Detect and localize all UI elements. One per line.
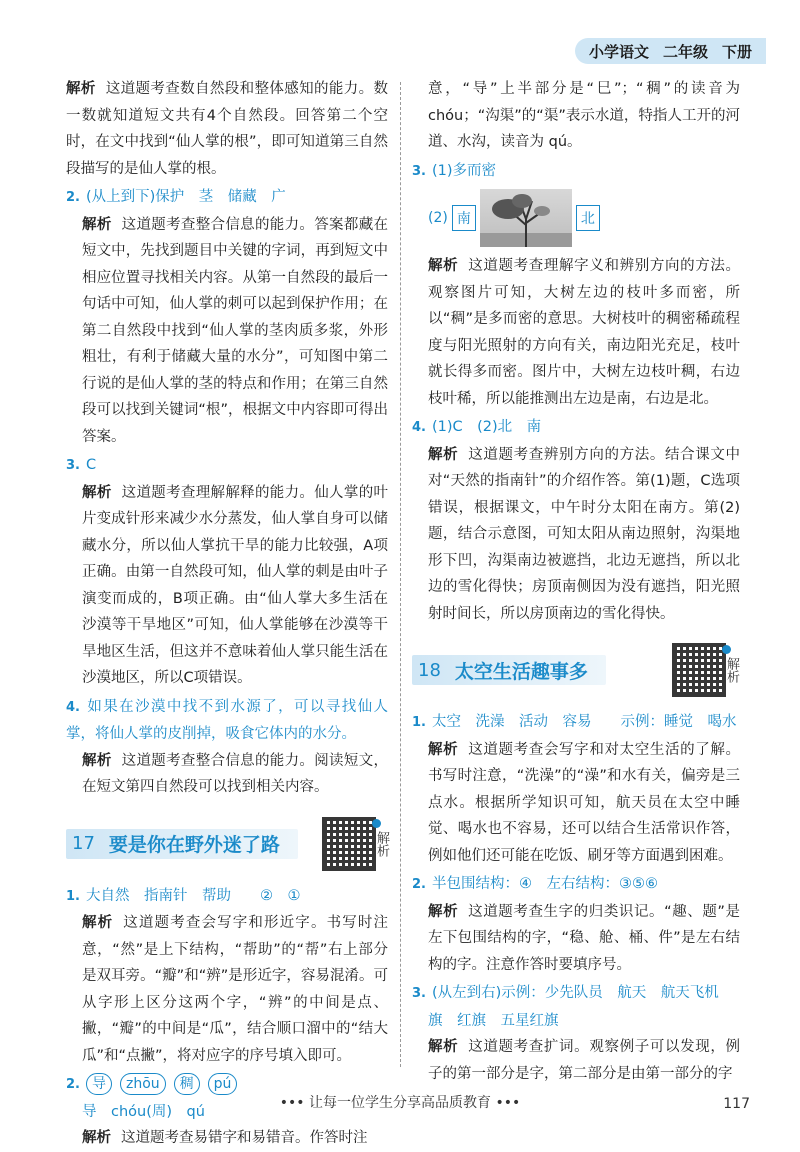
answer-text: (从左到右)示例：少先队员 航天 航天飞机	[431, 985, 719, 1001]
analysis-text: 意，“导”上半部分是“巳”；“稠”的读音为 chóu；“沟渠”的“渠”表示水道，特指人工开的河道、水沟，读音为 qú。	[428, 81, 740, 150]
circled-char: pú	[208, 1073, 238, 1095]
lesson-title-bar	[66, 829, 298, 859]
analysis-label: 解析	[428, 903, 459, 920]
header-tag	[575, 38, 766, 64]
question-number: 4.	[66, 699, 80, 715]
circled-char: 稠	[174, 1073, 200, 1095]
analysis-label: 解析	[428, 446, 459, 463]
left-column	[66, 70, 388, 1152]
direction-south-box: 南	[452, 205, 476, 231]
play-icon	[372, 819, 381, 828]
header-subject: 小学语文	[588, 42, 649, 61]
answer-text: (1)多而密	[431, 162, 497, 179]
analysis-text: 这道题考查易错字和易错音。作答时注	[121, 1130, 368, 1146]
analysis-label: 解析	[82, 216, 112, 233]
analysis-text: 这道题考查理解解释的能力。仙人掌的叶片变成针形来减少水分蒸发，仙人掌自身可以储藏水分，所以仙人掌抗干旱的能力比较强，A项正确。由第一自然段可知，仙人掌的刺是由叶子演变而成的，B项正确。由“仙人掌大多生活在沙漠等干旱地区”可知，仙人掌能够在沙漠等干旱地区生活，但这并不意味着仙人掌只能生活在沙漠地区，所以C项错误。	[82, 484, 389, 686]
qr-code-icon[interactable]	[322, 817, 376, 871]
analysis-label: 解析	[82, 484, 112, 501]
answer-text: 半包围结构：④ 左右结构：③⑤⑥	[431, 876, 658, 892]
question-number: 2.	[66, 1077, 80, 1092]
footer-slogan: ••• 让每一位学生分享高品质教育 •••	[279, 1095, 521, 1111]
answer-text: (从上到下)保护 茎 储藏 广	[85, 189, 286, 205]
lesson-title: 要是你在野外迷了路	[108, 834, 280, 856]
analysis-text: 这道题考查数自然段和整体感知的能力。数一数就知道短文共有4个自然段。回答第二个空时，在文中找到“仙人掌的根”，即可知道第三自然段描写的是仙人掌的根。	[66, 81, 388, 177]
l18q3-analysis	[412, 1034, 740, 1087]
analysis-label: 解析	[82, 752, 112, 769]
lesson-17-header	[66, 813, 388, 875]
analysis-label: 解析	[66, 81, 96, 97]
answer-text: 旗 红旗 五星红旗	[428, 1012, 559, 1029]
analysis-text: 这道题考查会写字和形近字。书写时注意，“然”是上下结构，“帮助”的“帮”右上部分是双耳旁。“瓣”和“辨”是形近字，容易混淆。可从字形上区分这两个字，“辨”的中间是点、撇，“瓣”的中间是“瓜”，结合顺口溜中的“结大瓜”和“点撇”，将对应字的序号填入即可。	[82, 915, 389, 1064]
analysis-label: 解析	[428, 258, 459, 274]
analysis-text: 这道题考查整合信息的能力。阅读短文，在短文第四自然段可以找到相关内容。	[82, 752, 389, 795]
analysis-label: 解析	[428, 741, 459, 758]
answer-text: 太空 洗澡 活动 容易 示例：睡觉 喝水	[431, 714, 737, 730]
q3-analysis	[66, 480, 388, 692]
r-q3-analysis	[412, 253, 740, 412]
circled-char: 导	[86, 1073, 112, 1095]
qr-label: 解析	[724, 657, 739, 683]
r-q4-analysis	[412, 442, 740, 628]
right-column	[412, 70, 740, 1087]
question-number: 2.	[66, 190, 80, 205]
play-icon	[722, 645, 731, 654]
lesson-number: 18	[418, 659, 441, 681]
question-number: 2.	[412, 877, 426, 892]
analysis-text: 这道题考查生字的归类识记。“趣、题”是左下包围结构的字，“稳、舱、桶、件”是左右结构的字。注意作答时要填序号。	[428, 903, 741, 973]
answer-text: 导 chóu(周) qú	[82, 1103, 205, 1120]
l18q2-answer	[412, 871, 740, 899]
question-number: 1.	[412, 715, 426, 730]
lesson-title: 太空生活趣事多	[454, 660, 588, 683]
analysis-label: 解析	[428, 1039, 459, 1055]
analysis-text: 这道题考查辨别方向的方法。结合课文中对“天然的指南针”的介绍作答。第(1)题，C选项错误，根据课文，中午时分太阳在南方。第(2)题，结合示意图，可知太阳从南边照射，沟渠地形下凹，沟渠南边被遮挡，北边无遮挡，所以北边的雪化得快；房顶南侧因为没有遮挡，阳光照射时间长，所以房顶南边的雪化得快。	[428, 446, 741, 622]
answer-text: C	[85, 457, 97, 473]
l17q2-analysis	[66, 1125, 388, 1152]
answer-text: 大自然 指南针 帮助 ② ①	[85, 887, 301, 904]
intro-analysis	[66, 76, 388, 182]
l18q2-analysis	[412, 899, 740, 979]
l18q3-answer	[412, 980, 740, 1008]
question-number: 3.	[66, 458, 80, 473]
continued-analysis	[412, 76, 740, 156]
direction-figure	[412, 189, 740, 247]
l18q3-answer-line2	[412, 1008, 740, 1035]
tree-icon	[480, 189, 572, 247]
question-number: 3.	[412, 986, 426, 1001]
analysis-text: 这道题考查理解字义和辨别方向的方法。观察图片可知，大树左边的枝叶多而密，所以“稠”是多而密的意思。大树枝叶的稠密稀疏程度与阳光照射的方向有关，南边阳光充足，枝叶就长得多而密。图片中，大树左边枝叶稠，右边枝叶稀，所以能推测出左边是南，右边是北。	[428, 258, 741, 407]
direction-north-box: 北	[576, 205, 600, 231]
l17q1-answer	[66, 883, 388, 911]
analysis-text: 这道题考查扩词。观察例子可以发现，例子的第一部分是字，第二部分是由第一部分的字	[428, 1039, 741, 1082]
answer-text: (1)C (2)北 南	[431, 419, 542, 435]
analysis-text: 这道题考查整合信息的能力。答案都藏在短文中，先找到题目中关键的字词，再到短文中相应位置寻找相关内容。从第一自然段的最后一句话中可知，仙人掌的刺可以起到保护作用；在第二自然段中找到“仙人掌的茎肉质多浆，外形粗壮，有利于储藏大量的水分”，可知图中第二行说的是仙人掌的茎的特点和作用；在第三自然段可以找到关键词“根”，根据文中内容即可得出答案。	[82, 216, 389, 445]
analysis-text: 这道题考查会写字和对太空生活的了解。书写时注意，“洗澡”的“澡”和水有关，偏旁是三点水。根据所学知识可知，航天员在太空中睡觉、喝水也不容易，还可以结合生活常识作答，例如他们还可能在吃饭、刷牙等方面遇到困难。	[428, 741, 741, 864]
lesson-title-bar	[412, 655, 606, 685]
r-q4-answer	[412, 414, 740, 442]
question-number: 3.	[412, 163, 426, 179]
l18q1-answer	[412, 709, 740, 737]
column-divider	[400, 82, 401, 1067]
circled-char: zhōu	[120, 1073, 166, 1095]
q2-analysis	[66, 212, 388, 451]
q2-answer	[66, 184, 388, 212]
q4-analysis	[66, 748, 388, 801]
header-grade: 二年级	[662, 42, 708, 61]
r-q3-answer	[412, 158, 740, 186]
tree-image	[480, 189, 572, 247]
analysis-label: 解析	[82, 1130, 111, 1146]
q4-answer	[66, 694, 388, 748]
qr-code-icon[interactable]	[672, 643, 726, 697]
q3-answer	[66, 452, 388, 480]
answer-prefix: (2)	[428, 210, 448, 226]
l18q1-analysis	[412, 737, 740, 870]
qr-label: 解析	[374, 830, 389, 857]
header-volume: 下册	[721, 42, 752, 61]
answer-text: 如果在沙漠中找不到水源了，可以寻找仙人掌，将仙人掌的皮削掉，吸食它体内的水分。	[66, 698, 388, 742]
l17q1-analysis	[66, 910, 388, 1069]
lesson-number: 17	[72, 833, 95, 854]
question-number: 4.	[412, 420, 426, 435]
lesson-18-header	[412, 639, 740, 701]
question-number: 1.	[66, 888, 80, 904]
page-number: 117	[723, 1096, 750, 1112]
analysis-label: 解析	[82, 915, 114, 931]
